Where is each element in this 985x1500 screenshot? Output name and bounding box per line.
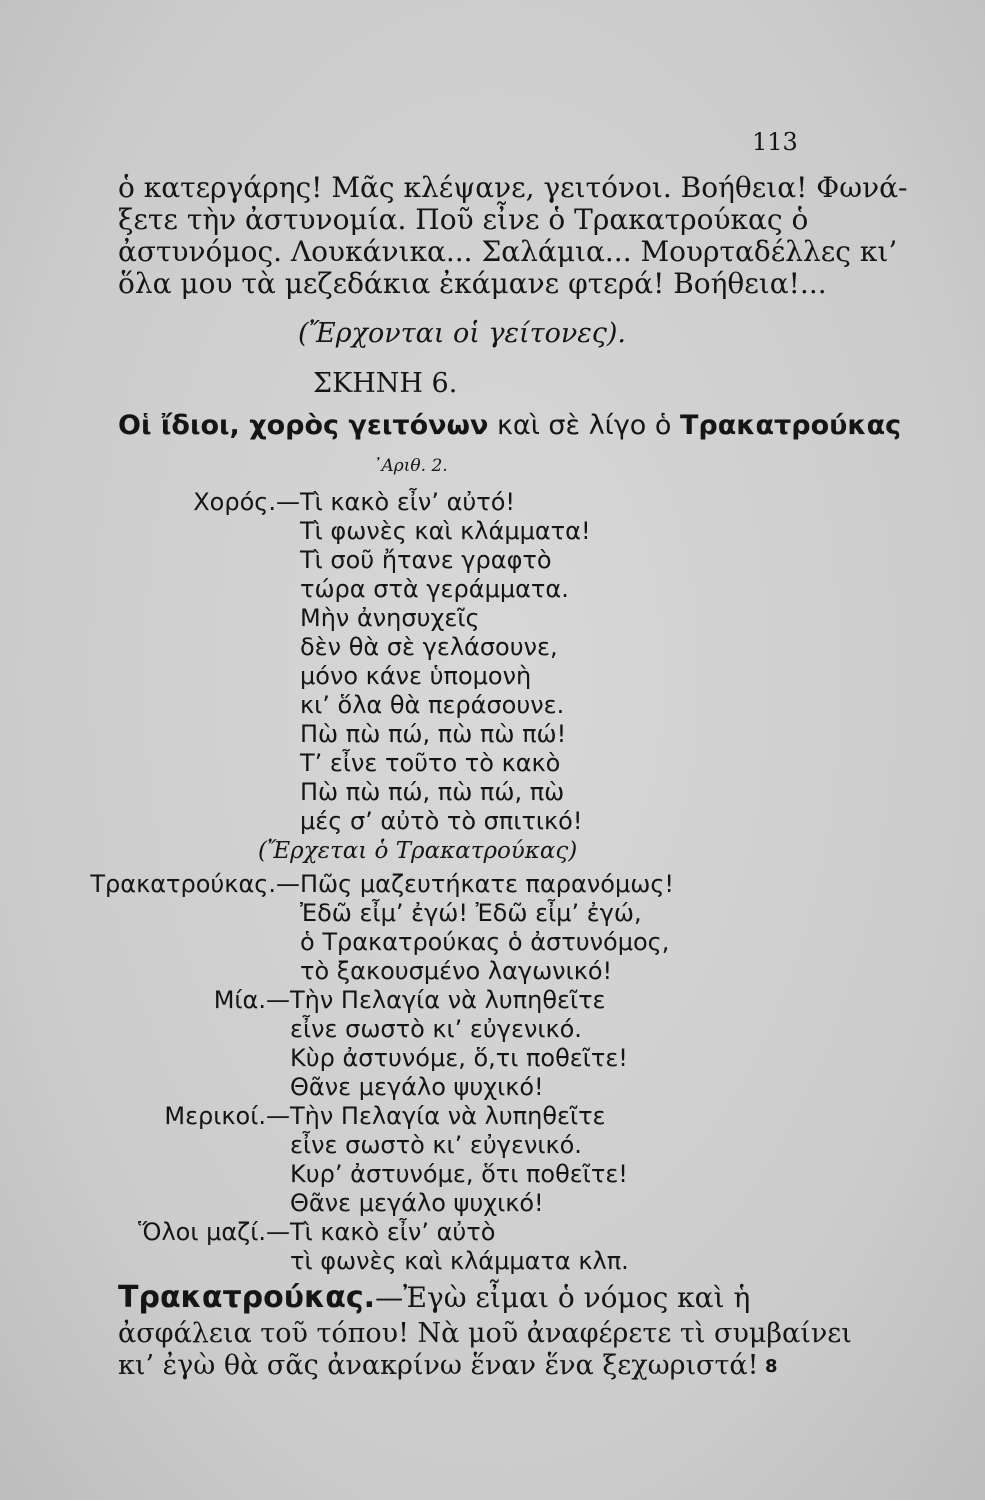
verse-line: Τὶ φωνὲς καὶ κλάμματα! [300, 517, 591, 545]
verse-line: τὶ φωνὲς καὶ κλάμματα κλπ. [290, 1247, 629, 1275]
scene-heading-name: Τρακατρούκας [680, 410, 902, 441]
verse-line: μόνο κάνε ὑπομονὴ [300, 662, 532, 690]
verse-line: κι’ ὅλα θὰ περάσουνε. [300, 691, 565, 719]
verse-line: τὸ ξακουσμένο λαγωνικό! [300, 957, 613, 985]
speaker-chorus: Χορός.— [193, 488, 300, 516]
paragraph-line: ἀστυνόμος. Λουκάνικα... Σαλάμια... Μουρταδέλλες κι’ [118, 235, 898, 268]
verse-line: Πὼ πὼ πώ, πὼ πὼ πώ! [300, 720, 567, 748]
paragraph-line: ὅλα μου τὰ μεζεδάκια ἐκάμανε φτερά! Βοήθεια!... [118, 267, 827, 300]
scene-title: ΣΚΗΝΗ 6. [313, 368, 458, 399]
verse-line: Τ’ εἶνε τοῦτο τὸ κακὸ [300, 749, 561, 777]
speaker-merikoi: Μερικοί.— [164, 1102, 290, 1130]
verse-line: Κὺρ ἀστυνόμε, ὅ,τι ποθεῖτε! [290, 1044, 628, 1072]
verse-line: Τὴν Πελαγία νὰ λυπηθεῖτε [290, 1102, 606, 1130]
verse-line: εἶνε σωστὸ κι’ εὐγενικό. [290, 1131, 582, 1159]
verse-line: Τὴν Πελαγία νὰ λυπηθεῖτε [290, 986, 606, 1014]
verse-line: Τὶ κακὸ εἶν’ αὐτὸ [290, 1218, 496, 1246]
prose-line: ἀσφάλεια τοῦ τόπου! Νὰ μοῦ ἀναφέρετε τὶ συμβαίνει [118, 1318, 852, 1349]
prose-line: —Ἐγὼ εἶμαι ὁ νόμος καὶ ἡ [375, 1281, 751, 1314]
scene-heading [118, 410, 901, 441]
speaker-oloi: Ὅλοι μαζί.— [138, 1218, 290, 1246]
scene-heading-middle: καὶ σὲ λίγο ὁ [488, 410, 681, 441]
verse-line: Ἐδῶ εἶμ’ ἐγώ! Ἐδῶ εἶμ’ ἐγώ, [300, 899, 642, 927]
verse-line: δὲν θὰ σὲ γελάσουνε, [300, 633, 558, 661]
number-label: ᾿Αριθ. 2. [373, 456, 448, 476]
verse-line: μές σ’ αὐτὸ τὸ σπιτικό! [300, 807, 583, 835]
verse-line: Θᾶνε μεγάλο ψυχικό! [290, 1189, 544, 1217]
verse-line: Θᾶνε μεγάλο ψυχικό! [290, 1073, 544, 1101]
stage-direction: (Ἔρχεται ὁ Τρακατρούκας) [258, 838, 578, 864]
page-number: 113 [752, 128, 798, 156]
scene-heading-characters: Οἱ ἴδιοι, χορὸς γειτόνων [118, 410, 489, 441]
verse-line: Μὴν ἀνησυχεῖς [300, 604, 480, 632]
verse-line: ὁ Τρακατρούκας ὁ ἀστυνόμος, [300, 928, 670, 956]
speaker-mia: Μία.— [213, 986, 290, 1014]
signature-mark: 8 [765, 1356, 778, 1377]
closing-first-line [118, 1280, 786, 1315]
speaker-trakatroukas-prose: Τρακατρούκας. [118, 1280, 376, 1315]
verse-line: τώρα στὰ γεράμματα. [300, 575, 569, 603]
paragraph-line: ὁ κατεργάρης! Μᾶς κλέψανε, γειτόνοι. Βοήθεια! Φωνά- [118, 171, 908, 204]
verse-line: εἶνε σωστὸ κι’ εὐγενικό. [290, 1015, 582, 1043]
paragraph-line: ξετε τὴν ἀστυνομία. Ποῦ εἶνε ὁ Τρακατρούκας ὁ [118, 203, 809, 236]
verse-line: Πὼ πὼ πώ, πὼ πώ, πὼ [300, 778, 565, 806]
verse-line: Τὶ κακὸ εἶν’ αὐτό! [300, 488, 516, 516]
stage-direction: (Ἔρχονται οἱ γείτονες). [298, 318, 626, 349]
verse-line: Κυρ’ ἀστυνόμε, ὅτι ποθεῖτε! [290, 1160, 628, 1188]
verse-line: Πῶς μαζευτήκατε παρανόμως! [300, 870, 675, 898]
prose-line: κι’ ἐγὼ θὰ σᾶς ἀνακρίνω ἕναν ἕνα ξεχωριστά! [118, 1350, 759, 1381]
verse-line: Τὶ σοῦ ἤτανε γραφτὸ [300, 546, 552, 574]
speaker-trakatroukas: Τρακατρούκας.— [90, 870, 300, 898]
